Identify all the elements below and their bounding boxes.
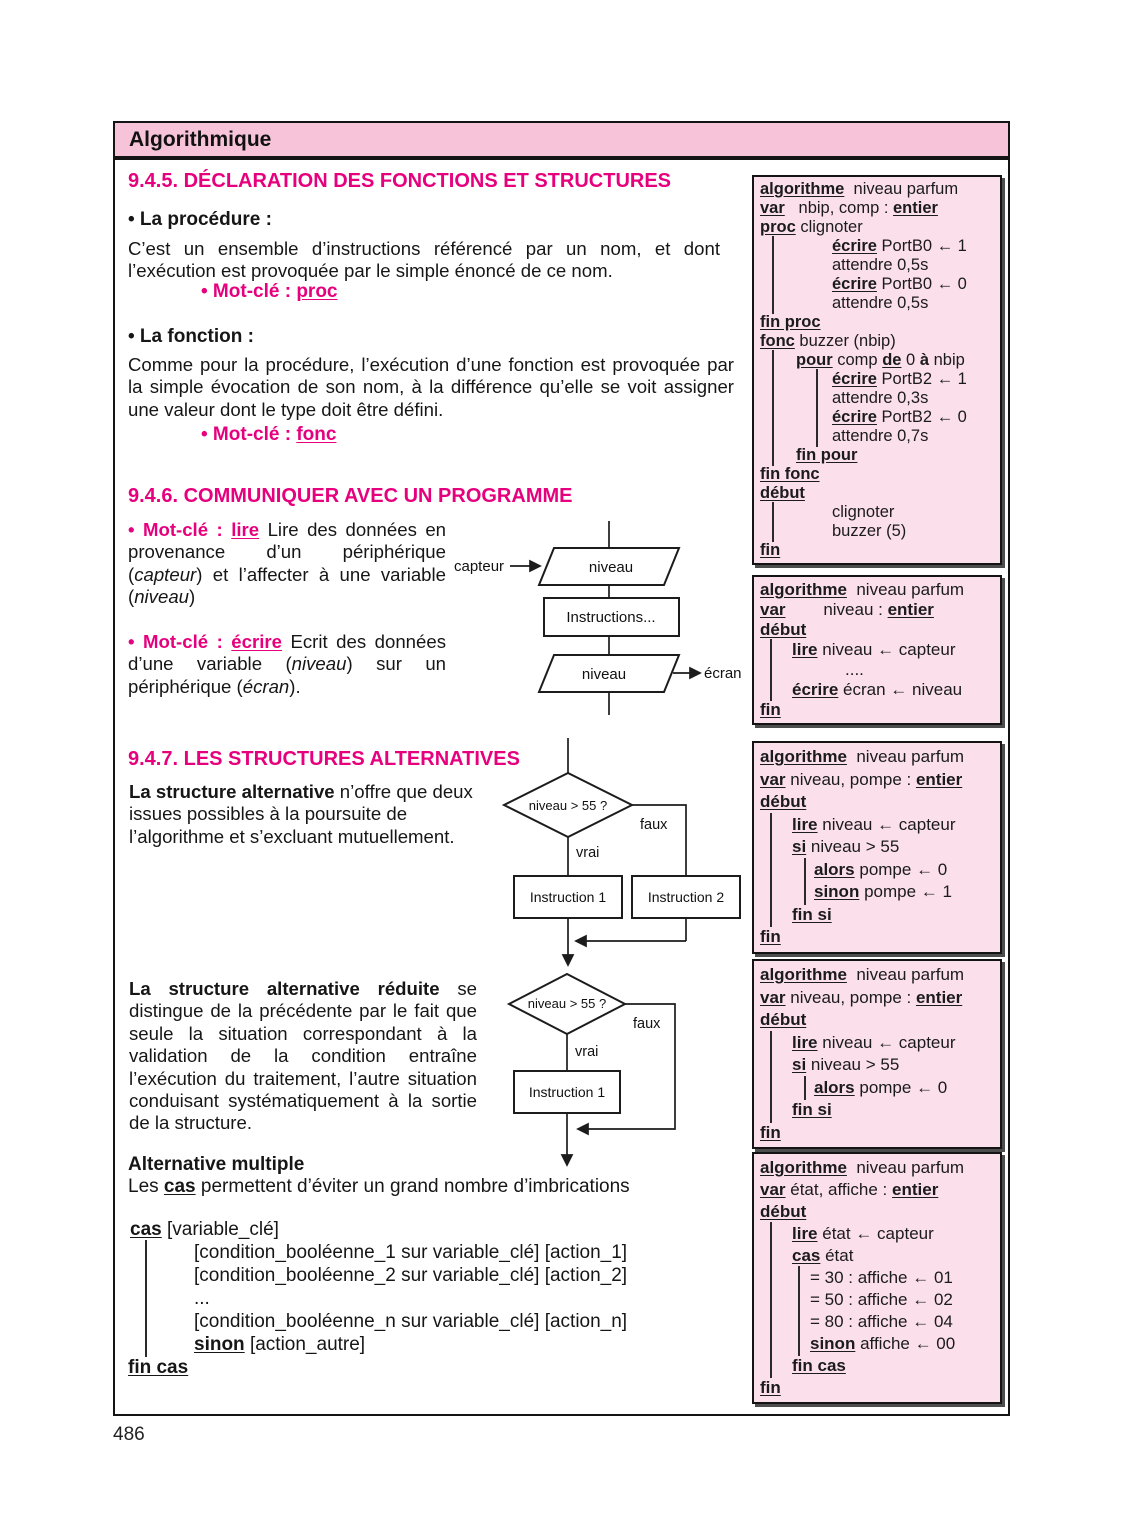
text-segment: ) [189,586,196,608]
indent-guide-line [770,1310,772,1334]
code-segment: comp [832,351,883,369]
chapter-header-bar [113,121,1010,158]
code-line [128,1356,748,1379]
text-segment: Les [128,1176,164,1197]
code-line [760,859,994,882]
indent-guide-line [816,426,818,447]
indent-guide-line [770,1076,772,1101]
code-segment: alors [814,1077,855,1097]
code-segment: début [760,1202,807,1221]
code-segment: = 80 : affiche ← 04 [810,1312,953,1331]
page-number: 486 [113,1424,145,1445]
indent-guide-line [145,1332,147,1357]
indent-guide-line [816,388,818,409]
indent-guide-line [772,369,774,390]
section-947-title: 9.4.7. LES STRUCTURES ALTERNATIVES [128,748,520,770]
code-line [760,218,994,237]
code-segment: lire [792,640,818,659]
code-line [760,1032,994,1055]
indent-guide-line [798,1310,800,1334]
code-line [760,1077,994,1100]
code-segment: attendre 0,5s [832,294,929,312]
text-segment: cas [163,1176,196,1197]
code-segment: ... [194,1288,210,1309]
indent-guide-line [145,1286,147,1311]
code-line [760,1289,994,1311]
indent-guide-line [772,293,774,314]
code-box-si-alors [752,959,1002,1149]
alt-false-line [632,805,686,876]
code-segment: entier [887,600,934,619]
code-line [760,180,994,199]
code-line [760,1009,994,1032]
code-line [760,1201,994,1223]
code-segment: PortB2 ← 0 [876,408,967,426]
indent-guide-line [772,426,774,447]
code-line [760,256,994,275]
code-segment: début [760,484,805,502]
code-line [760,964,994,987]
indent-guide-line [770,679,772,701]
code-segment: fin si [792,1100,832,1119]
code-segment: si [792,1055,807,1074]
code-segment: fin cas [792,1356,846,1375]
code-line [760,465,994,484]
keyword-lire-paragraph [128,519,446,609]
code-line [760,503,994,522]
indent-guide-line [772,274,774,295]
indent-guide-line [772,255,774,276]
io-write-label: niveau [581,666,627,683]
code-segment: niveau ← capteur [817,1032,956,1052]
content-frame [113,158,1010,1416]
text-segment: écran [242,675,290,697]
chapter-title: Algorithmique [129,127,272,151]
code-segment: niveau parfum [846,580,965,599]
code-box-cas [752,1152,1002,1404]
code-segment: début [760,620,807,639]
code-line [760,904,994,927]
code-segment: si [792,837,807,856]
code-line [760,769,994,792]
code-segment: var [760,1180,786,1199]
code-segment: PortB0 ← 0 [876,275,967,293]
code-segment: entier [915,987,963,1007]
text-segment: Lire des données en provenance d’un périphérique ( [128,519,447,585]
text-segment: écrire [231,631,282,652]
code-box-si-alors-sinon [752,741,1002,954]
code-segment: nbip, comp : [784,199,893,217]
code-segment: clignoter [832,503,895,521]
indent-guide-line [770,1332,772,1356]
text-segment: se distingue de la précédente par le fait que seule la situation correspondant à la validation de la condition entraîne l’exécution du traitement, l’autre situation conduisant systématiquement à la sortie de la structure. [129,978,477,1134]
section-945-title: 9.4.5. DÉCLARATION DES FONCTIONS ET STRUCTURES [128,170,672,192]
code-segment: fin [760,1122,781,1142]
code-line [760,814,994,837]
code-line [760,791,994,814]
text-segment: ) sur un périphérique ( [128,653,446,697]
code-segment: .... [845,660,864,679]
alt-condition-label: niveau > 55 ? [528,798,608,813]
code-segment: fin [760,1378,781,1397]
code-line [128,1287,748,1310]
code-segment: sinon [814,882,860,901]
code-line [760,700,994,720]
function-paragraph: Comme pour la procédure, l’exécution d’une fonction est provoquée par la simple évocation de son nom, à la différence qu’elle se voit assigner une valeur dont le type doit être défini. [128,354,734,420]
code-segment: algorithme [760,580,847,599]
code-line [760,1377,994,1399]
code-segment: sinon [810,1334,856,1353]
code-line [760,484,994,503]
code-segment: niveau parfum [846,747,965,766]
code-segment: var [760,769,786,789]
indent-guide-line [770,1031,772,1056]
code-line [760,446,994,465]
code-segment: écrire [792,680,839,699]
code-segment: nbip [929,351,965,369]
alt-instruction2-label: Instruction 2 [647,889,725,905]
alt-false-label: faux [640,817,668,833]
text-segment: capteur [134,563,197,585]
code-line [760,1333,994,1355]
code-segment: écrire [832,408,877,426]
code-line [760,389,994,408]
code-segment: niveau : [785,600,888,619]
code-line [760,640,994,660]
cas-syntax-block [128,1218,748,1379]
code-line [760,987,994,1010]
text-segment: • Mot-clé : [128,519,232,540]
code-segment: [action_autre] [244,1334,366,1355]
code-segment: var [760,199,785,217]
code-line [760,680,994,700]
code-segment: état ← capteur [817,1224,934,1243]
indent-guide-line [770,858,772,883]
text-segment: ) et l’affecter à une variable ( [128,563,446,608]
text-segment: La structure alternative réduite [129,978,440,999]
code-segment: niveau, pompe : [785,769,916,789]
code-segment: algorithme [760,965,847,984]
code-segment: niveau parfum [846,1158,965,1177]
code-line [760,1122,994,1145]
section-946-title: 9.4.6. COMMUNIQUER AVEC UN PROGRAMME [128,485,573,507]
function-heading: • La fonction : [128,326,254,347]
indent-guide-line [798,1332,800,1356]
code-segment: alors [814,859,855,879]
text-segment: niveau [134,586,189,608]
code-segment: pompe ← 0 [854,859,948,879]
code-line [128,1333,748,1356]
keyword-ecrire-paragraph [128,631,446,698]
code-line [128,1264,748,1287]
indent-guide-line [804,880,806,905]
code-segment: var [760,987,786,1007]
indent-guide-line [772,445,774,466]
code-segment: algorithme [760,180,845,198]
indent-guide-line [145,1263,147,1288]
code-line [760,1223,994,1245]
red-condition-label: niveau > 55 ? [527,996,607,1011]
indent-guide-line [772,521,774,542]
code-segment: buzzer (5) [832,522,907,540]
code-segment: pompe ← 1 [859,882,952,901]
code-segment: lire [792,1224,818,1243]
io-input-label: capteur [454,558,505,575]
red-true-label: vrai [575,1044,599,1060]
alternative-multiple-heading: Alternative multiple [128,1154,305,1175]
code-segment: PortB0 ← 1 [876,237,967,255]
text-segment: niveau [291,653,347,675]
code-segment: fin fonc [760,465,820,483]
indent-guide-line [770,1288,772,1312]
code-segment: buzzer (nbip) [794,332,896,350]
indent-guide-line [804,1076,806,1101]
code-line [760,746,994,769]
indent-guide-line [770,835,772,860]
alternative-paragraph [129,781,491,848]
code-segment: fin [760,541,781,559]
io-process-label: Instructions... [566,609,656,626]
code-segment: [condition_booléenne_1 sur variable_clé] [action_1] [194,1242,628,1263]
code-segment: écrire [832,370,877,388]
text-segment: • Mot-clé : [201,424,297,445]
code-segment: cas [792,1246,821,1265]
text-segment: Ecrit des données d’une variable ( [128,631,446,675]
indent-guide-line [770,1098,772,1123]
code-line [760,522,994,541]
code-line [760,1267,994,1289]
alternative-reduite-paragraph [129,978,477,1135]
code-line [760,580,994,600]
alt-true-label: vrai [576,845,600,861]
code-segment: algorithme [760,747,847,766]
code-segment: [condition_booléenne_2 sur variable_clé] [action_2] [194,1265,628,1286]
code-segment: entier [893,199,938,217]
code-box-clignoter-buzzer [752,175,1002,565]
code-segment: pompe ← 0 [854,1077,948,1097]
code-segment: fin [760,700,781,719]
io-read-label: niveau [588,559,634,576]
text-segment: ). [289,675,301,697]
code-segment: lire [792,1032,818,1052]
indent-guide-line [770,813,772,838]
code-line [760,408,994,427]
code-segment: [variable_clé] [161,1219,279,1240]
indent-guide-line [816,407,818,428]
procedure-heading: • La procédure : [128,209,272,230]
code-segment: sinon [194,1334,245,1355]
indent-guide-line [145,1309,147,1334]
code-line [760,370,994,389]
code-line [760,836,994,859]
code-segment: état [820,1246,854,1265]
code-segment: début [760,792,807,811]
flowcharts-diagram [452,515,762,1195]
indent-guide-line [770,903,772,928]
code-line [760,600,994,620]
code-segment: attendre 0,5s [832,256,929,274]
code-line [760,541,994,560]
code-line [128,1241,748,1264]
code-segment: fin cas [128,1357,189,1378]
code-segment: niveau ← capteur [817,640,956,659]
code-line [760,313,994,332]
code-segment: proc [760,218,796,236]
code-segment: de [882,351,902,369]
code-segment: fin proc [760,313,821,331]
code-line [760,1099,994,1122]
code-segment: niveau, pompe : [785,987,916,1007]
indent-guide-line [772,388,774,409]
red-false-label: faux [633,1016,661,1032]
code-line [760,926,994,949]
code-segment: entier [892,1180,939,1199]
code-line [760,332,994,351]
code-segment: algorithme [760,1158,847,1177]
code-line [760,275,994,294]
code-segment: niveau > 55 [806,1055,900,1074]
code-segment: = 50 : affiche ← 02 [810,1290,953,1309]
code-segment: lire [792,814,818,834]
indent-guide-line [798,1288,800,1312]
code-segment: clignoter [795,218,863,236]
code-line [760,199,994,218]
indent-guide-line [770,639,772,661]
text-segment: La structure alternative [129,781,335,802]
procedure-keyword-line [201,281,338,303]
code-segment: = 30 : affiche ← 01 [810,1268,953,1287]
code-segment: début [760,1010,807,1029]
code-line [760,1179,994,1201]
code-line [760,620,994,640]
indent-guide-line [772,407,774,428]
code-segment: niveau > 55 [806,837,900,856]
function-keyword-line [201,424,336,446]
code-segment: fonc [760,332,795,350]
indent-guide-line [770,880,772,905]
code-line [760,294,994,313]
code-segment: pour [796,351,833,369]
code-segment: fin pour [796,446,858,464]
red-instruction1-label: Instruction 1 [528,1084,606,1100]
code-box-lire-ecrire [752,575,1002,725]
code-line [760,1311,994,1333]
code-line [760,881,994,904]
indent-guide-line [816,369,818,390]
code-line [760,1157,994,1179]
code-line [760,351,994,370]
code-segment: niveau parfum [846,965,965,984]
code-line [128,1310,748,1333]
text-segment: permettent d’éviter un grand nombre d’imbrications [195,1176,630,1197]
code-line [760,660,994,680]
indent-guide-line [772,236,774,257]
text-segment: proc [296,281,338,302]
code-line [760,427,994,446]
io-output-label: écran [704,665,742,682]
code-segment: 0 [901,351,920,369]
text-segment: fonc [296,424,337,445]
indent-guide-line [770,1222,772,1246]
indent-guide-line [770,1266,772,1290]
code-segment: PortB2 ← 1 [876,370,967,388]
code-segment: [condition_booléenne_n sur variable_clé] [action_n] [194,1311,628,1332]
code-segment: var [760,600,786,619]
code-segment: cas [130,1219,162,1240]
text-segment: lire [231,519,260,540]
procedure-paragraph: C’est un ensemble d’instructions référencé par un nom, et dont l’exécution est provoquée par le simple énoncé de ce nom. [128,238,720,282]
indent-guide-line [770,659,772,681]
indent-guide-line [770,1244,772,1268]
indent-guide-line [770,1354,772,1378]
indent-guide-line [772,350,774,371]
text-segment: • Mot-clé : [201,281,297,302]
code-segment: écrire [832,237,877,255]
code-segment: écrire [832,275,877,293]
code-segment: attendre 0,3s [832,389,929,407]
code-segment: affiche ← 00 [855,1334,956,1353]
code-line [760,237,994,256]
code-segment: fin si [792,904,832,924]
indent-guide-line [804,858,806,883]
code-segment: état, affiche : [785,1180,893,1199]
code-segment: niveau parfum [844,180,959,198]
code-line [760,1054,994,1077]
code-line [128,1218,748,1241]
code-segment: niveau ← capteur [817,814,956,834]
code-segment: entier [915,769,963,789]
code-segment: à [919,351,930,369]
code-segment: écran ← niveau [838,680,963,699]
indent-guide-line [798,1266,800,1290]
code-line [760,1245,994,1267]
indent-guide-line [772,502,774,523]
indent-guide-line [145,1240,147,1265]
alt-instruction1-label: Instruction 1 [529,889,607,905]
code-segment: attendre 0,7s [832,427,929,445]
text-segment: • Mot-clé : [128,631,232,652]
text-segment: n’offre que deux issues possibles à la poursuite de l’algorithme et s’excluant mutuellement. [129,781,473,847]
code-segment: fin [760,927,781,946]
code-line [760,1355,994,1377]
indent-guide-line [770,1053,772,1078]
